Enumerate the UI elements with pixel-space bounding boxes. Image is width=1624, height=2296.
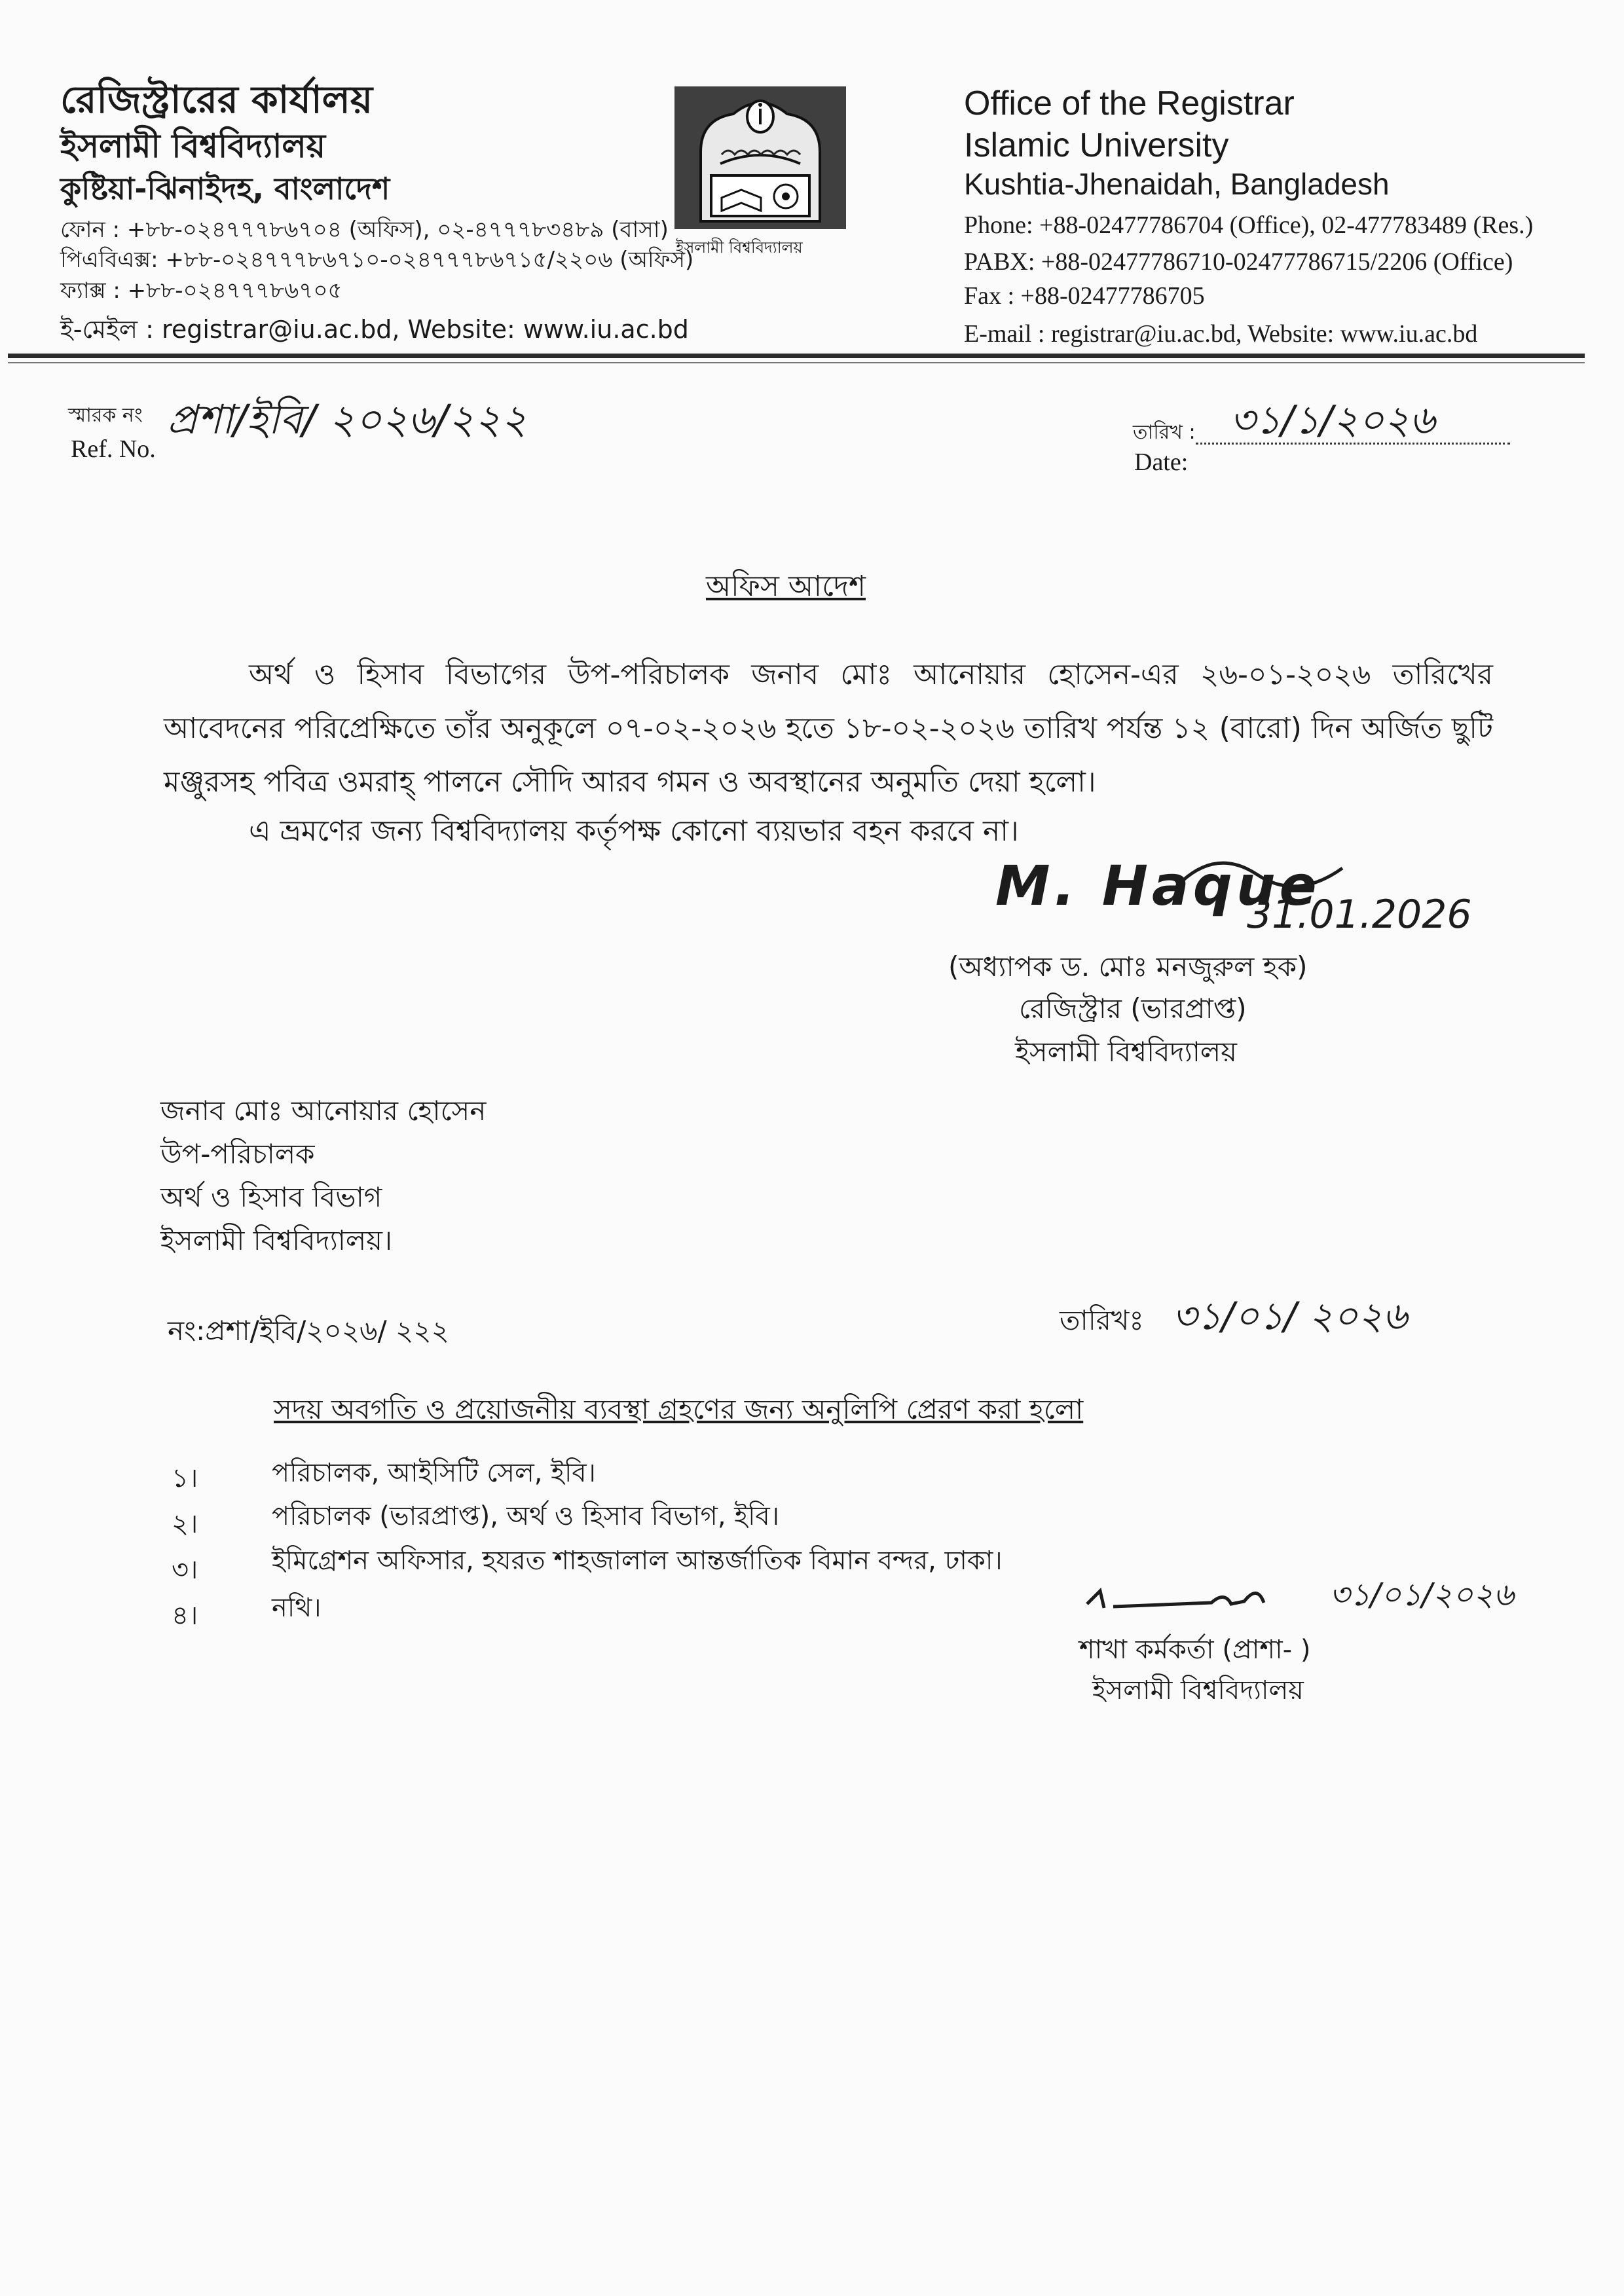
copy-item-number: ১।: [172, 1463, 198, 1493]
copy-item-text: পরিচালক (ভারপ্রাপ্ত), অর্থ ও হিসাব বিভাগ, ইবি।: [272, 1501, 780, 1531]
email-bn: ই-মেইল : registrar@iu.ac.bd, Website: www.iu.ac.bd: [60, 315, 689, 344]
registrar-signature-date: 31.01.2026: [1247, 892, 1472, 938]
signatory-designation: রেজিস্ট্রার (ভারপ্রাপ্ত): [1019, 993, 1247, 1025]
office-name-bn: রেজিস্ট্রারের কার্যালয়: [60, 77, 373, 122]
copy-item-number: ৩।: [172, 1555, 198, 1585]
order-paragraph-1: অর্থ ও হিসাব বিভাগের উপ-পরিচালক জনাব মোঃ আনোয়ার হোসেন-এর ২৬-০১-২০২৬ তারিখের আবেদনের পরিপ্রেক্ষিতে তাঁর অনুকূলে ০৭-০২-২০২৬ হতে ১৮-০২-২০২৬ তারিখ পর্যন্ত ১২ (বারো) দিন অর্জিত ছুটি মঞ্জুরসহ পবিত্র ওমরাহ্ পালনে সৌদি আরব গমন ও অবস্থানের অনুমতি দেয়া হলো।: [164, 658, 1493, 799]
signatory-institution: ইসলামী বিশ্ববিদ্যালয়: [1015, 1036, 1237, 1068]
recipient-name: জনাব মোঃ আনোয়ার হোসেন: [160, 1095, 487, 1127]
recipient-designation: উপ-পরিচালক: [160, 1138, 315, 1170]
copy-item-text: পরিচালক, আইসিটি সেল, ইবি।: [272, 1458, 596, 1488]
section-officer-signature-date: ৩১/০১/২০২৬: [1329, 1576, 1514, 1613]
copy-ref-number: নং:প্রশা/ইবি/২০২৬/ ২২২: [168, 1315, 449, 1347]
recipient-department: অর্থ ও হিসাব বিভাগ: [160, 1181, 382, 1213]
copy-item-text: নথি।: [272, 1593, 322, 1623]
header-divider: [8, 354, 1585, 358]
recipient-institution: ইসলামী বিশ্ববিদ্যালয়।: [160, 1224, 392, 1256]
copy-item-text: ইমিগ্রেশন অফিসার, হযরত শাহজালাল আন্তর্জাতিক বিমান বন্দর, ঢাকা।: [272, 1546, 1003, 1576]
copy-date-handwritten: ৩১/০১/ ২০২৬: [1172, 1294, 1408, 1338]
pabx-en: PABX: +88-02477786710-02477786715/2206 (Office): [964, 248, 1513, 276]
section-officer-institution: ইসলামী বিশ্ববিদ্যালয়: [1092, 1675, 1304, 1705]
signature-flourish: [1179, 855, 1349, 894]
date-handwritten: ৩১/১/২০২৬: [1230, 397, 1435, 443]
email-en: E-mail : registrar@iu.ac.bd, Website: www.iu.ac.bd: [964, 320, 1478, 348]
university-name-en: Islamic University: [964, 126, 1229, 164]
fax-en: Fax : +88-02477786705: [964, 282, 1205, 310]
header-divider-thin: [8, 362, 1585, 363]
fax-bn: ফ্যাক্স : +৮৮-০২৪৭৭৭৮৬৭০৫: [60, 278, 342, 304]
university-crest-icon: [674, 86, 846, 229]
copy-heading: সদয় অবগতি ও প্রয়োজনীয় ব্যবস্থা গ্রহণের জন্য অনুলিপি প্রেরণ করা হলো: [274, 1393, 1084, 1425]
ref-label-en: Ref. No.: [71, 435, 156, 463]
registrar-signature: M. Haque: [995, 854, 1321, 918]
location-bn: কুষ্টিয়া-ঝিনাইদহ, বাংলাদেশ: [60, 171, 390, 206]
copy-item-number: ৪।: [172, 1601, 198, 1631]
logo-caption: ইসলামী বিশ্ববিদ্যালয়: [676, 238, 803, 257]
order-paragraph-2: এ ভ্রমণের জন্য বিশ্ববিদ্যালয় কর্তৃপক্ষ কোনো ব্যয়ভার বহন করবে না।: [249, 814, 1019, 848]
copy-item-number: ২।: [172, 1509, 198, 1539]
signatory-name: (অধ্যাপক ড. মোঃ মনজুরুল হক): [948, 951, 1308, 983]
phone-en: Phone: +88-02477786704 (Office), 02-477783489 (Res.): [964, 211, 1534, 239]
copy-date-label: তারিখঃ: [1060, 1304, 1144, 1336]
location-en: Kushtia-Jhenaidah, Bangladesh: [964, 167, 1390, 201]
ref-label-bn: স্মারক নং: [68, 404, 143, 427]
date-label-en: Date:: [1134, 448, 1189, 476]
phone-bn: ফোন : +৮৮-০২৪৭৭৭৮৬৭০৪ (অফিস), ০২-৪৭৭৭৮৩৪৮৯ (বাসা): [60, 217, 669, 243]
university-name-bn: ইসলামী বিশ্ববিদ্যালয়: [60, 127, 326, 165]
office-name-en: Office of the Registrar: [964, 84, 1295, 122]
section-officer-designation: শাখা কর্মকর্তা (প্রাশা- ): [1079, 1635, 1311, 1665]
pabx-bn: পিএবিএক্স: +৮৮-০২৪৭৭৭৮৬৭১০-০২৪৭৭৭৮৬৭১৫/২২০৬ (অফিস): [60, 247, 694, 273]
section-officer-signature: [1080, 1571, 1329, 1624]
ref-number-handwritten: প্রশা/ইবি/ ২০২৬/২২২: [167, 395, 527, 443]
date-label-bn: তারিখ :: [1133, 421, 1196, 444]
order-title: অফিস আদেশ: [706, 570, 866, 603]
